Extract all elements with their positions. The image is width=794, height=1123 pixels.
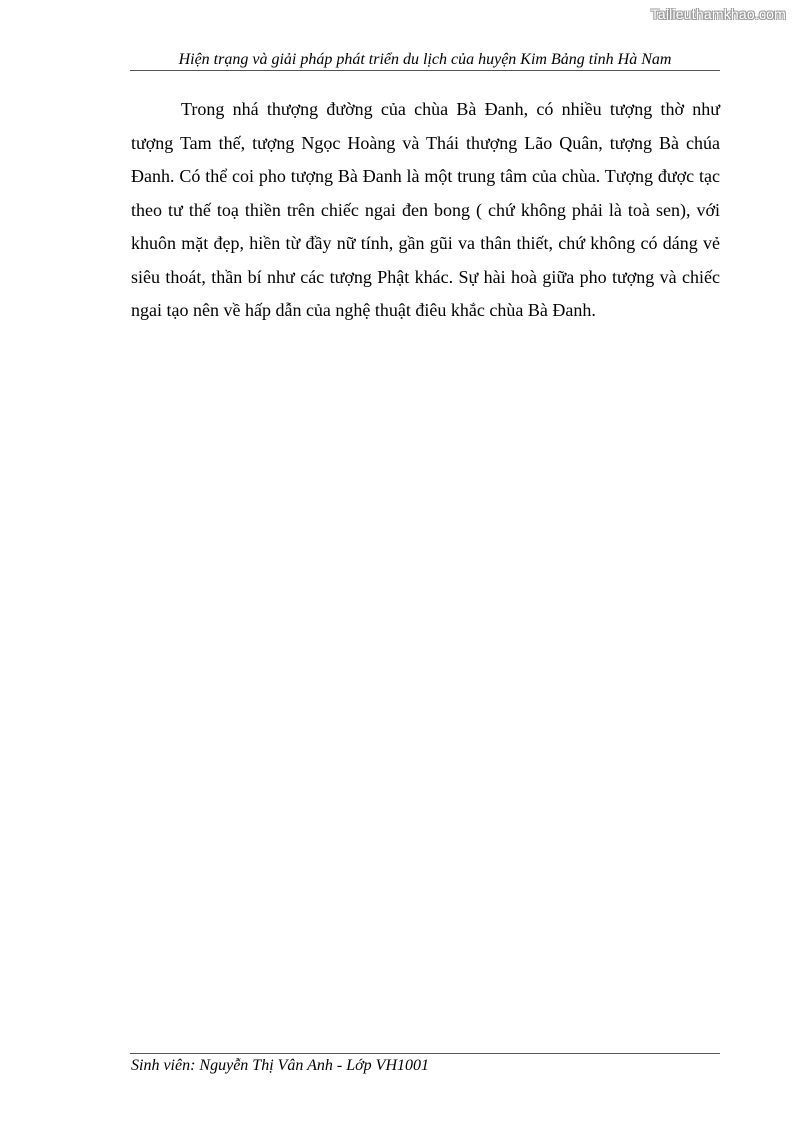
body-paragraph: Trong nhá thượng đường của chùa Bà Đanh, có nhiều tượng thờ như tượng Tam thế, tượng Ngọc Hoàng và Thái thượng Lão Quân, tượng Bà chúa Đanh. Có thể coi pho tượng Bà Đanh là một trung tâm của chùa. Tượng được tạc theo tư thế toạ thiền trên chiếc ngai đen bong ( chứ không phải là toà sen), với khuôn mặt đẹp, hiền từ đầy nữ tính, gần gũi va thân thiết, chứ không có dáng vẻ siêu thoát, thần bí như các tượng Phật khác. Sự hài hoà giữa pho tượng và chiếc ngai tạo nên về hấp dẫn của nghệ thuật điêu khắc chùa Bà Đanh.	[131, 99, 720, 320]
page-footer-author: Sinh viên: Nguyễn Thị Vân Anh - Lớp VH1001	[131, 1057, 429, 1074]
header-divider	[130, 70, 720, 71]
footer-divider	[130, 1053, 720, 1054]
page-header-title: Hiện trạng và giải pháp phát triển du lịch của huyện Kim Bảng tỉnh Hà Nam	[178, 51, 672, 68]
watermark: Tailieuthamkhao.com	[650, 6, 786, 22]
